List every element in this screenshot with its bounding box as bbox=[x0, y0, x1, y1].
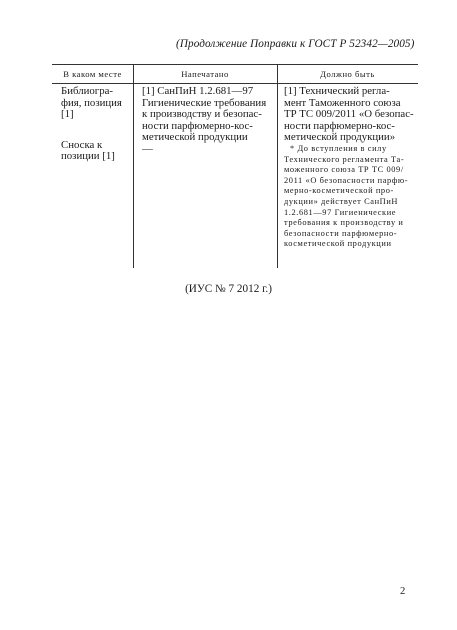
header-location: В каком месте bbox=[63, 69, 122, 79]
footnote-line: косметической продукции bbox=[284, 239, 392, 249]
printed-cell bbox=[142, 86, 273, 156]
table-header-rule bbox=[52, 83, 418, 84]
should-be-line: метической продукции» bbox=[284, 131, 396, 144]
location-line: фия, позиция bbox=[61, 96, 122, 109]
printed-dash: — bbox=[142, 142, 153, 155]
footnote-line: * До вступления в силу bbox=[290, 143, 387, 153]
footnote-line: 1.2.681—97 Гигиенические bbox=[284, 207, 397, 217]
footnote-line: 2011 «О безопасности парфю- bbox=[284, 175, 409, 185]
column-divider-2 bbox=[277, 64, 278, 268]
header-should-be: Должно быть bbox=[320, 69, 375, 79]
should-be-line: мент Таможенного союза bbox=[284, 96, 401, 109]
should-be-footnote bbox=[284, 144, 415, 250]
should-be-line: ности парфюмерно-кос- bbox=[284, 119, 395, 132]
footnote-line: требования к производству и bbox=[284, 218, 404, 228]
printed-line: [1] СанПиН 1.2.681—97 bbox=[142, 85, 254, 97]
column-divider-1 bbox=[133, 64, 134, 268]
location-line: Библиогра- bbox=[61, 85, 113, 97]
printed-line: Гигиенические требования bbox=[142, 96, 267, 109]
should-be-line: [1] Технический регла- bbox=[284, 85, 390, 97]
should-be-cell bbox=[284, 86, 415, 250]
printed-line: к производству и безопас- bbox=[142, 108, 262, 121]
footnote-line: мерно-косметической про- bbox=[284, 186, 394, 196]
location-line: позиции [1] bbox=[61, 150, 115, 163]
location-line: Сноска к bbox=[61, 138, 103, 151]
ius-reference: (ИУС № 7 2012 г.) bbox=[185, 283, 272, 295]
should-be-line: ТР ТС 009/2011 «О безопас- bbox=[284, 108, 414, 121]
footnote-line: безопасности парфюмерно- bbox=[284, 228, 398, 238]
printed-line: метической продукции bbox=[142, 131, 248, 144]
page-number: 2 bbox=[400, 586, 406, 597]
document-continuation-header: (Продолжение Поправки к ГОСТ Р 52342—2005) bbox=[176, 38, 415, 50]
printed-line: ности парфюмерно-кос- bbox=[142, 119, 253, 132]
location-line: [1] bbox=[61, 108, 74, 121]
footnote-line: дукции» действует СанПиН bbox=[284, 196, 399, 206]
footnote-line: Технического регламента Та- bbox=[284, 154, 405, 164]
footnote-line: моженного союза ТР ТС 009/ bbox=[284, 165, 404, 175]
header-printed: Напечатано bbox=[181, 69, 229, 79]
correction-table bbox=[52, 58, 418, 268]
location-cell bbox=[61, 86, 129, 163]
table-top-rule bbox=[52, 64, 418, 65]
